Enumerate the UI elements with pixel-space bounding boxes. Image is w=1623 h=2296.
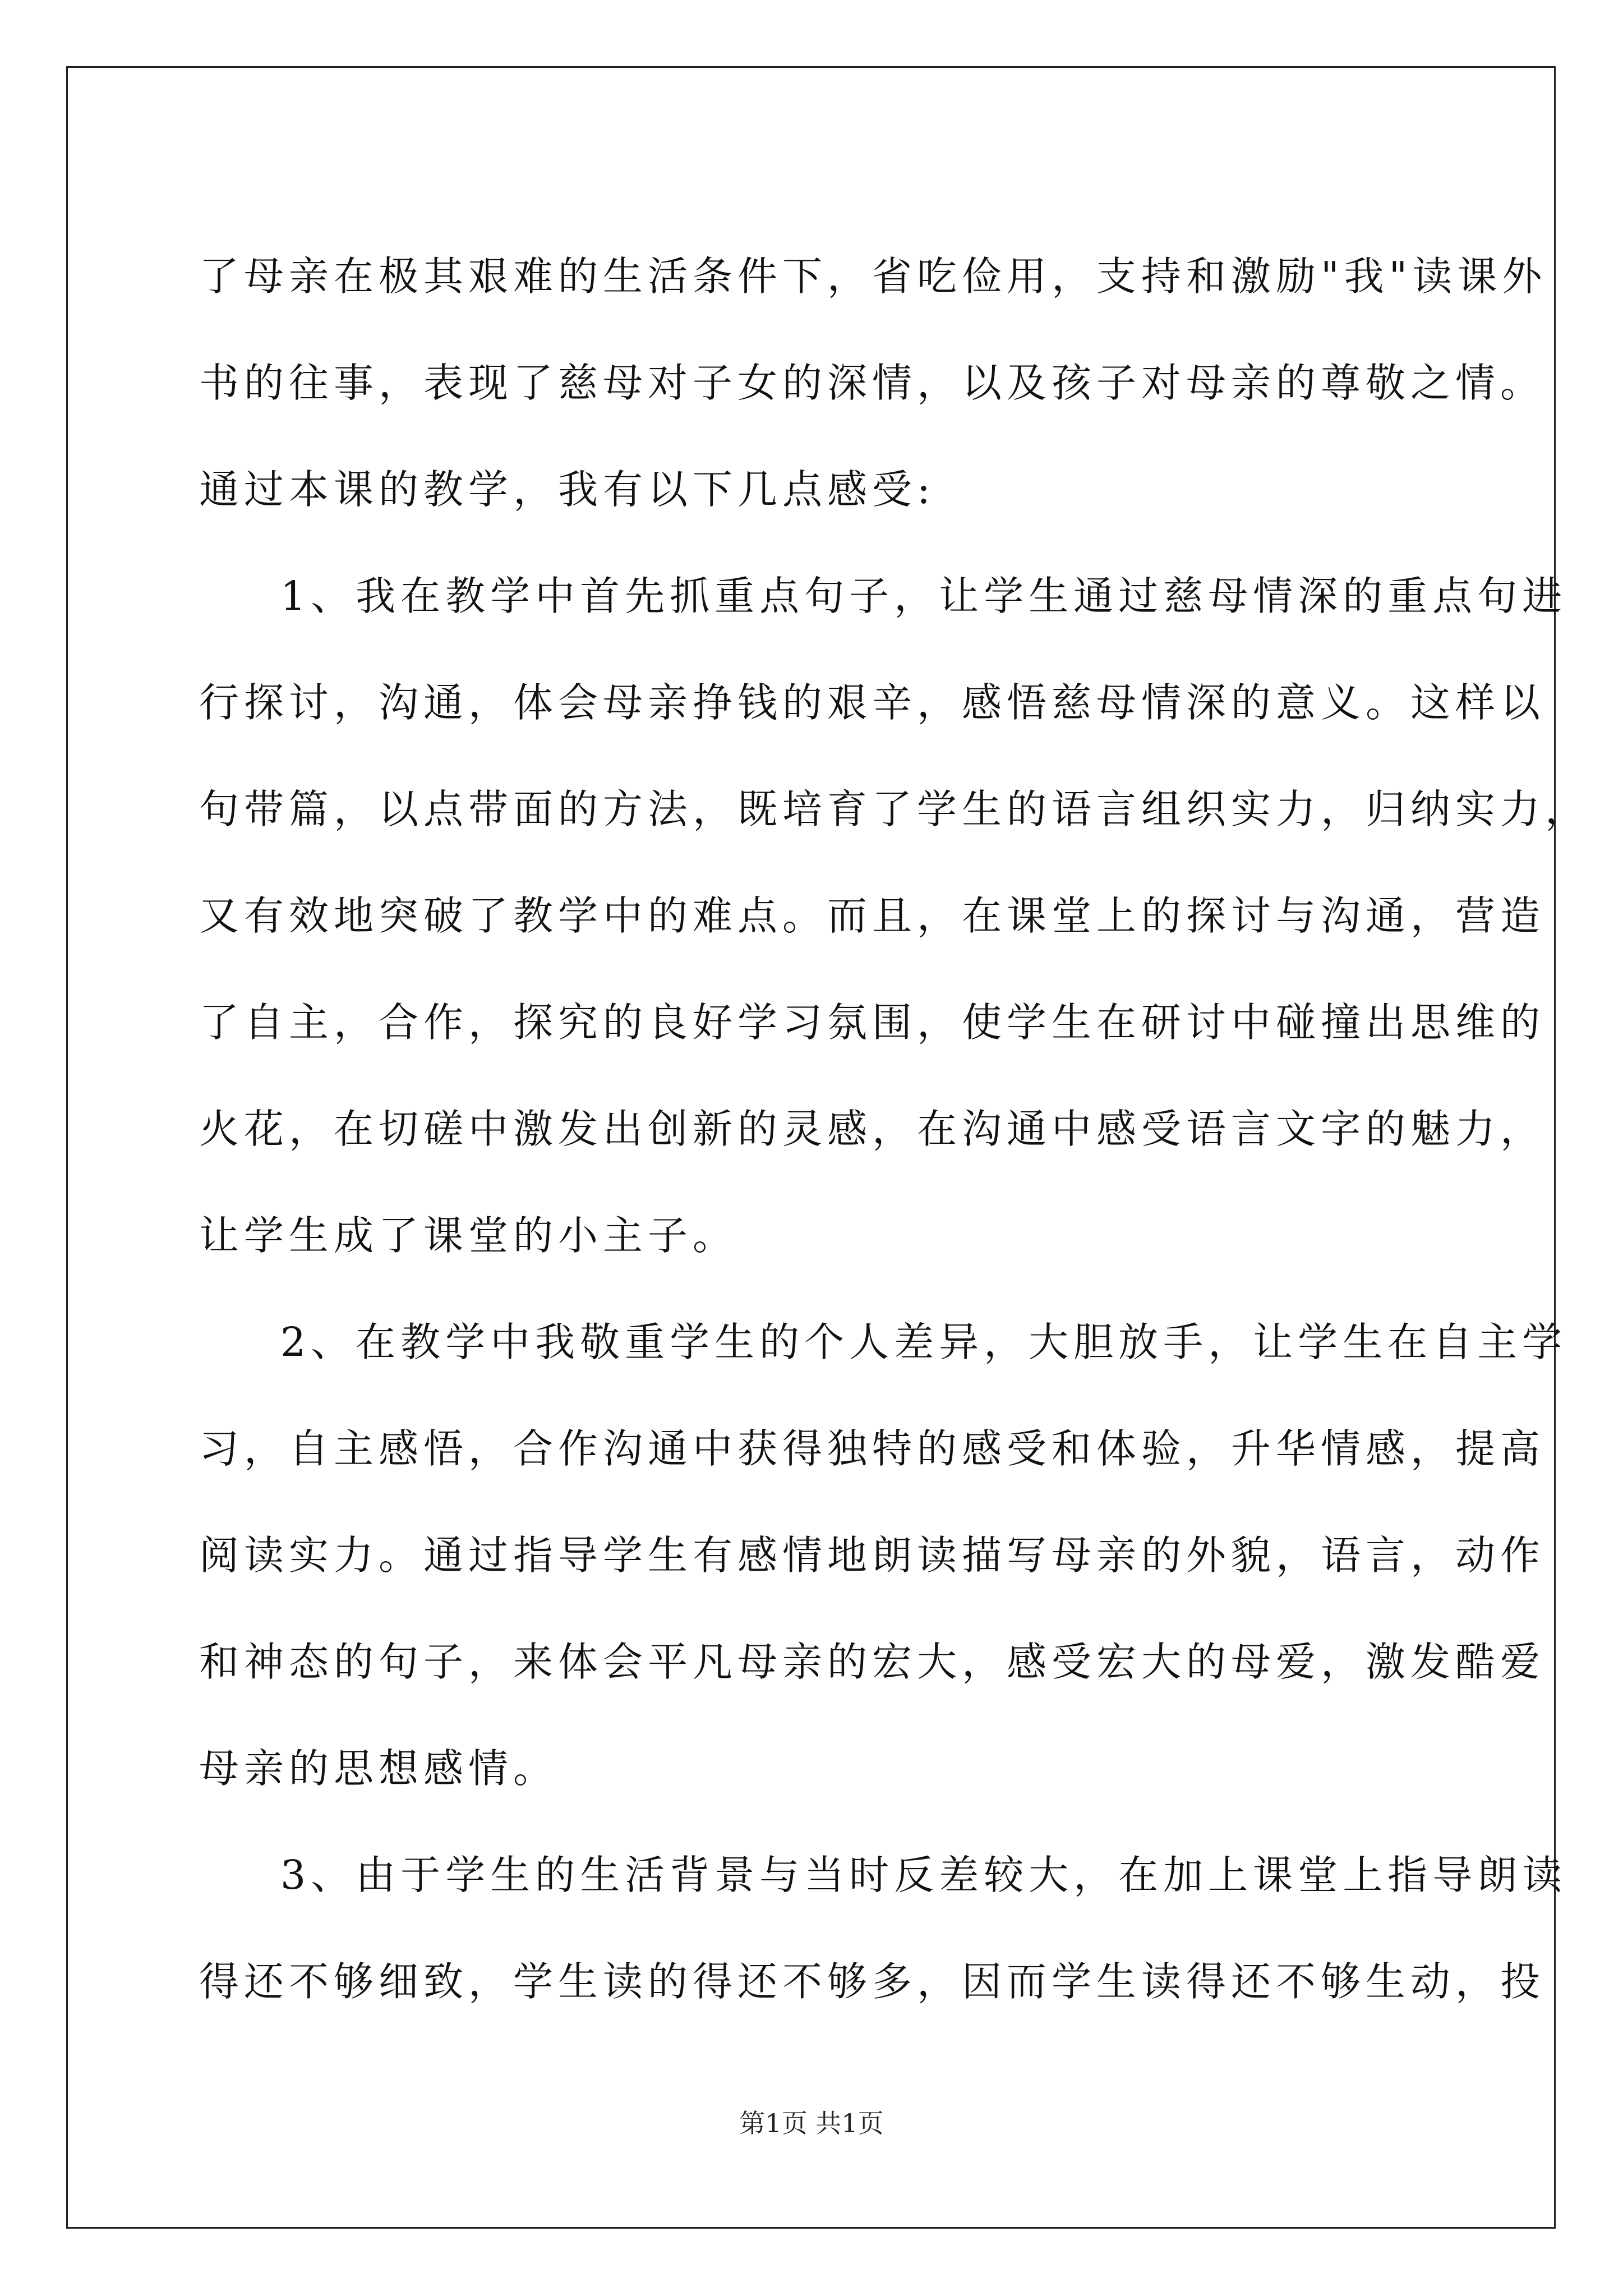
text-line: 得还不够细致，学生读的得还不够多，因而学生读得还不够生动，投 (199, 1958, 1546, 2005)
text-line: 让学生成了课堂的小主子。 (199, 1212, 738, 1259)
text-line: 和神态的句子，来体会平凡母亲的宏大，感受宏大的母爱，激发酷爱 (199, 1639, 1546, 1685)
text-line: 了母亲在极其艰难的生活条件下，省吃俭用，支持和激励"我"读课外 (199, 253, 1547, 300)
text-line: 了自主，合作，探究的良好学习氛围，使学生在研讨中碰撞出思维的 (199, 999, 1546, 1046)
paragraph-start-line: 1、我在教学中首先抓重点句子，让学生通过慈母情深的重点句进 (280, 573, 1567, 619)
text-line: 习，自主感悟，合作沟通中获得独特的感受和体验，升华情感，提高 (199, 1425, 1546, 1472)
text-line: 行探讨，沟通，体会母亲挣钱的艰辛，感悟慈母情深的意义。这样以 (199, 679, 1546, 726)
page-number: 第1页 共1页 (739, 2108, 884, 2138)
text-line: 阅读实力。通过指导学生有感情地朗读描写母亲的外貌，语言，动作 (199, 1532, 1546, 1579)
text-line: 母亲的思想感情。 (199, 1745, 559, 1792)
text-line: 书的往事，表现了慈母对子女的深情，以及孩子对母亲的尊敬之情。 (199, 360, 1546, 406)
document-body (199, 223, 1590, 2035)
text-line: 句带篇，以点带面的方法，既培育了学生的语言组织实力，归纳实力， (199, 786, 1590, 832)
paragraph-start-line: 3、由于学生的生活背景与当时反差较大，在加上课堂上指导朗读 (280, 1852, 1567, 1898)
text-line: 通过本课的教学，我有以下几点感受: (199, 466, 935, 513)
paragraph-start-line: 2、在教学中我敬重学生的个人差异，大胆放手，让学生在自主学 (280, 1319, 1567, 1365)
text-line: 火花，在切磋中激发出创新的灵感，在沟通中感受语言文字的魅力， (199, 1106, 1546, 1152)
text-line: 又有效地突破了教学中的难点。而且，在课堂上的探讨与沟通，营造 (199, 892, 1546, 939)
page-footer (0, 2106, 1623, 2140)
